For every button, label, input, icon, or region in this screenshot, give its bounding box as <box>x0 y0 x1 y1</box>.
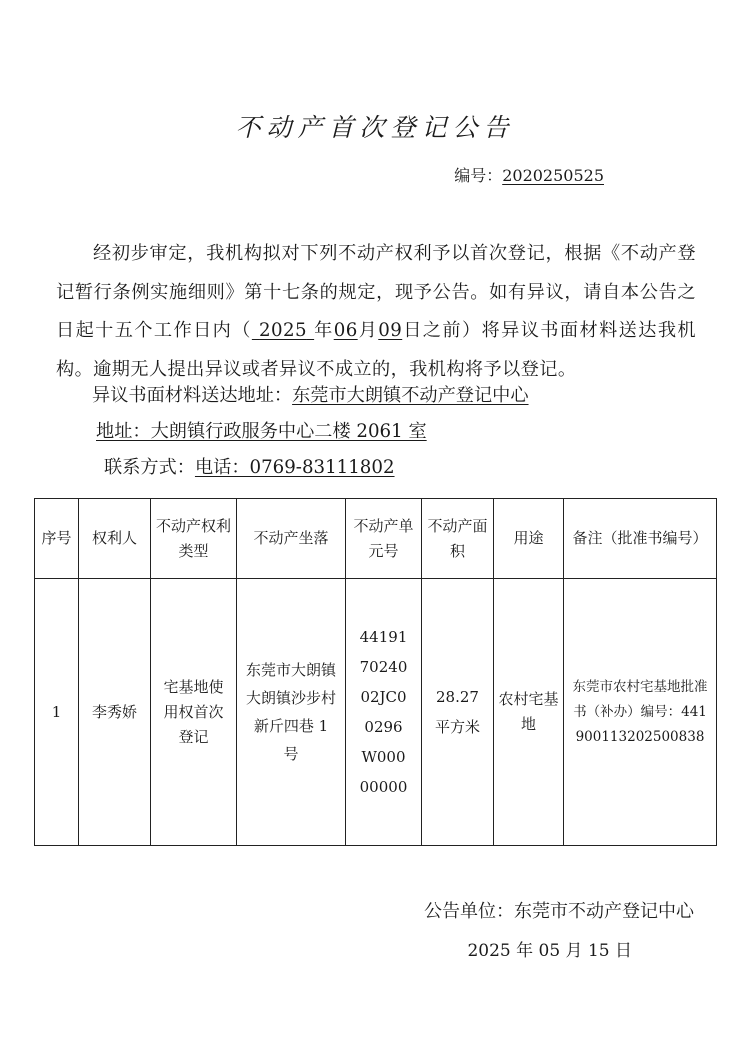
header-unit-no: 不动产单元号 <box>346 499 422 579</box>
paragraph-text-2: 日之前）将异议书面材料送达我机构。逾期无人提出异议或者异议不成立的，我机构将予以登记。 <box>56 320 696 380</box>
cell-note: 东莞市农村宅基地批准书（补办）编号：441900113202500838 <box>564 579 717 846</box>
contact-info <box>104 453 395 479</box>
cell-unit-no: 441917024002JC00296W00000000 <box>346 579 422 846</box>
document-number-label: 编号： <box>454 166 503 185</box>
header-no: 序号 <box>35 499 79 579</box>
table-header-row <box>35 499 717 579</box>
deadline-month-suffix: 月 <box>357 320 379 341</box>
header-area: 不动产面积 <box>422 499 494 579</box>
issuer: 公告单位：东莞市不动产登记中心 <box>424 901 694 922</box>
objection-org: 东莞市大朗镇不动产登记中心 <box>292 385 529 406</box>
objection-address <box>92 381 529 407</box>
deadline-day: 09 <box>378 320 403 341</box>
cell-right-type: 宅基地使用权首次登记 <box>151 579 237 846</box>
table-row <box>35 579 717 846</box>
document-number <box>454 163 604 186</box>
issue-date: 2025 年 05 月 15 日 <box>467 941 632 961</box>
cell-usage: 农村宅基地 <box>494 579 564 846</box>
deadline-year-suffix: 年 <box>314 320 334 341</box>
registration-table <box>34 498 717 846</box>
cell-area: 28.27 平方米 <box>422 579 494 846</box>
cell-location: 东莞市大朗镇大朗镇沙步村新斤四巷 1 号 <box>237 579 346 846</box>
page-title: 不动产首次登记公告 <box>235 113 515 142</box>
deadline-year: 2025 <box>259 320 307 341</box>
header-holder: 权利人 <box>79 499 151 579</box>
document-number-value: 2020250525 <box>502 166 604 185</box>
announcement-paragraph <box>56 235 696 389</box>
deadline-month: 06 <box>333 320 358 341</box>
objection-label: 异议书面材料送达地址： <box>92 385 293 406</box>
header-location: 不动产坐落 <box>237 499 346 579</box>
cell-holder: 李秀娇 <box>79 579 151 846</box>
office-address: 地址：大朗镇行政服务中心二楼 2061 室 <box>96 421 427 442</box>
header-note: 备注（批准书编号） <box>564 499 717 579</box>
paragraph-text-1: 经初步审定，我机构拟对下列不动产权利予以首次登记，根据《不动产登记暂行条例实施细则》第十七条的规定，现予公告。如有异议，请自本公告之日起十五个工作日内（ <box>56 243 696 341</box>
header-right-type: 不动产权利类型 <box>151 499 237 579</box>
header-usage: 用途 <box>494 499 564 579</box>
contact-label: 联系方式： <box>104 457 195 478</box>
cell-no: 1 <box>35 579 79 846</box>
contact-phone: 电话：0769-83111802 <box>194 457 395 478</box>
